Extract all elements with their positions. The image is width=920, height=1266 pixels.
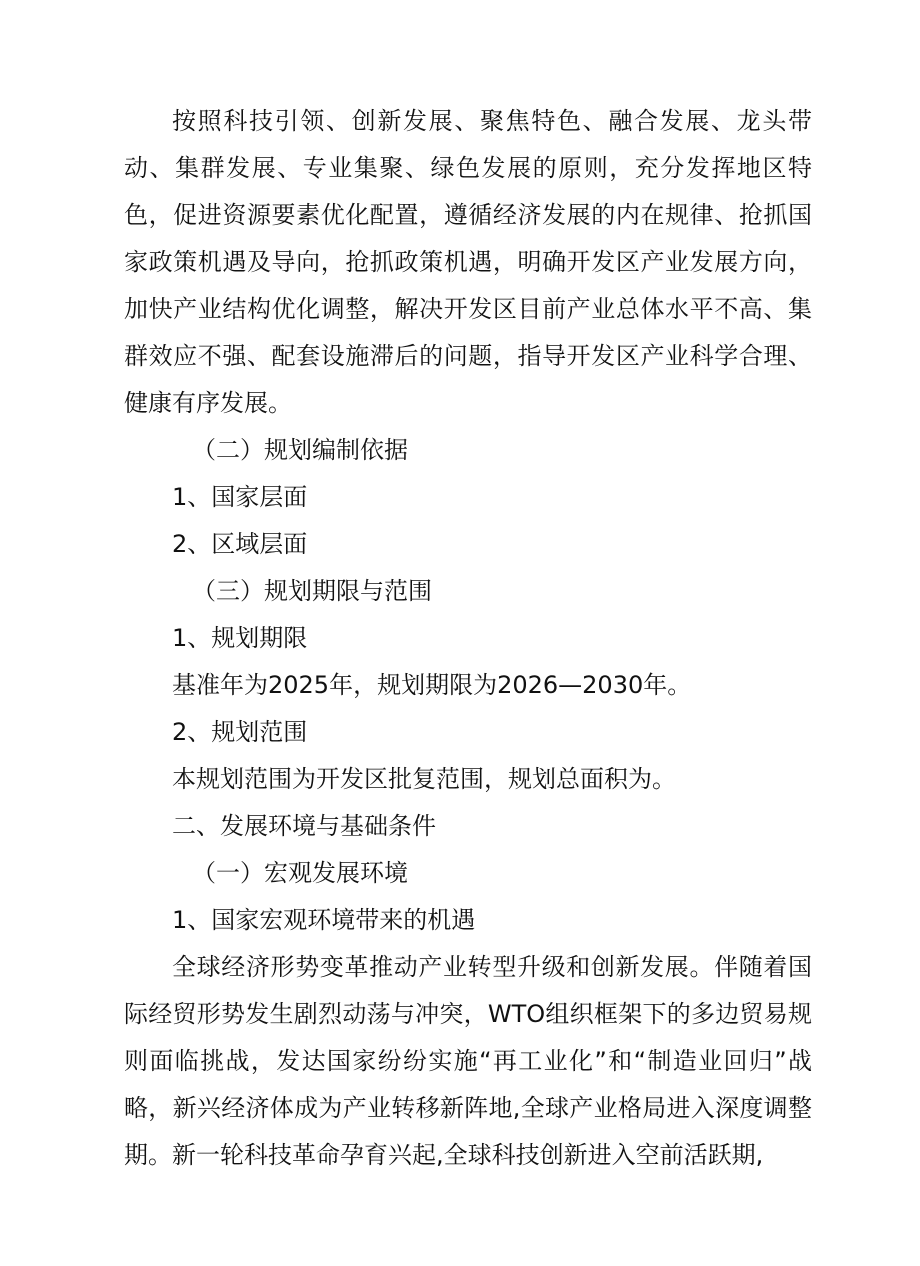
paragraph-principles: 按照科技引领、创新发展、聚焦特色、融合发展、龙头带动、集群发展、专业集聚、绿色发展的原则，充分发挥地区特色，促进资源要素优化配置，遵循经济发展的内在规律、抢抓国家政策机遇及导向，抢抓政策机遇，明确开发区产业发展方向，加快产业结构优化调整，解决开发区目前产业总体水平不高、集群效应不强、配套设施滞后的问题，指导开发区产业科学合理、健康有序发展。 — [124, 107, 812, 417]
paragraph-global-economy: 全球经济形势变革推动产业转型升级和创新发展。伴随着国际经贸形势发生剧烈动荡与冲突，WTO组织框架下的多边贸易规则面临挑战，发达国家纷纷实施“再工业化”和“制造业回归”战略，新兴经济体成为产业转移新阵地,全球产业格局进入深度调整期。新一轮科技革命孕育兴起,全球科技创新进入空前活跃期, — [124, 953, 812, 1169]
heading-macro-environment: （一）宏观发展环境 — [192, 859, 408, 887]
text-scope-area: 本规划范围为开发区批复范围，规划总面积为。 — [172, 765, 676, 793]
text-base-year: 基准年为2025年，规划期限为2026—2030年。 — [172, 671, 692, 699]
item-national-opportunity: 1、国家宏观环境带来的机遇 — [172, 906, 476, 934]
section-heading-environment: 二、发展环境与基础条件 — [172, 812, 436, 840]
item-planning-scope: 2、规划范围 — [172, 718, 308, 746]
heading-planning-basis: （二）规划编制依据 — [192, 436, 408, 464]
item-planning-period: 1、规划期限 — [172, 624, 308, 652]
item-regional-level: 2、区域层面 — [172, 530, 308, 558]
document-body — [124, 98, 812, 1179]
heading-period-scope: （三）规划期限与范围 — [192, 577, 432, 605]
item-national-level: 1、国家层面 — [172, 483, 308, 511]
